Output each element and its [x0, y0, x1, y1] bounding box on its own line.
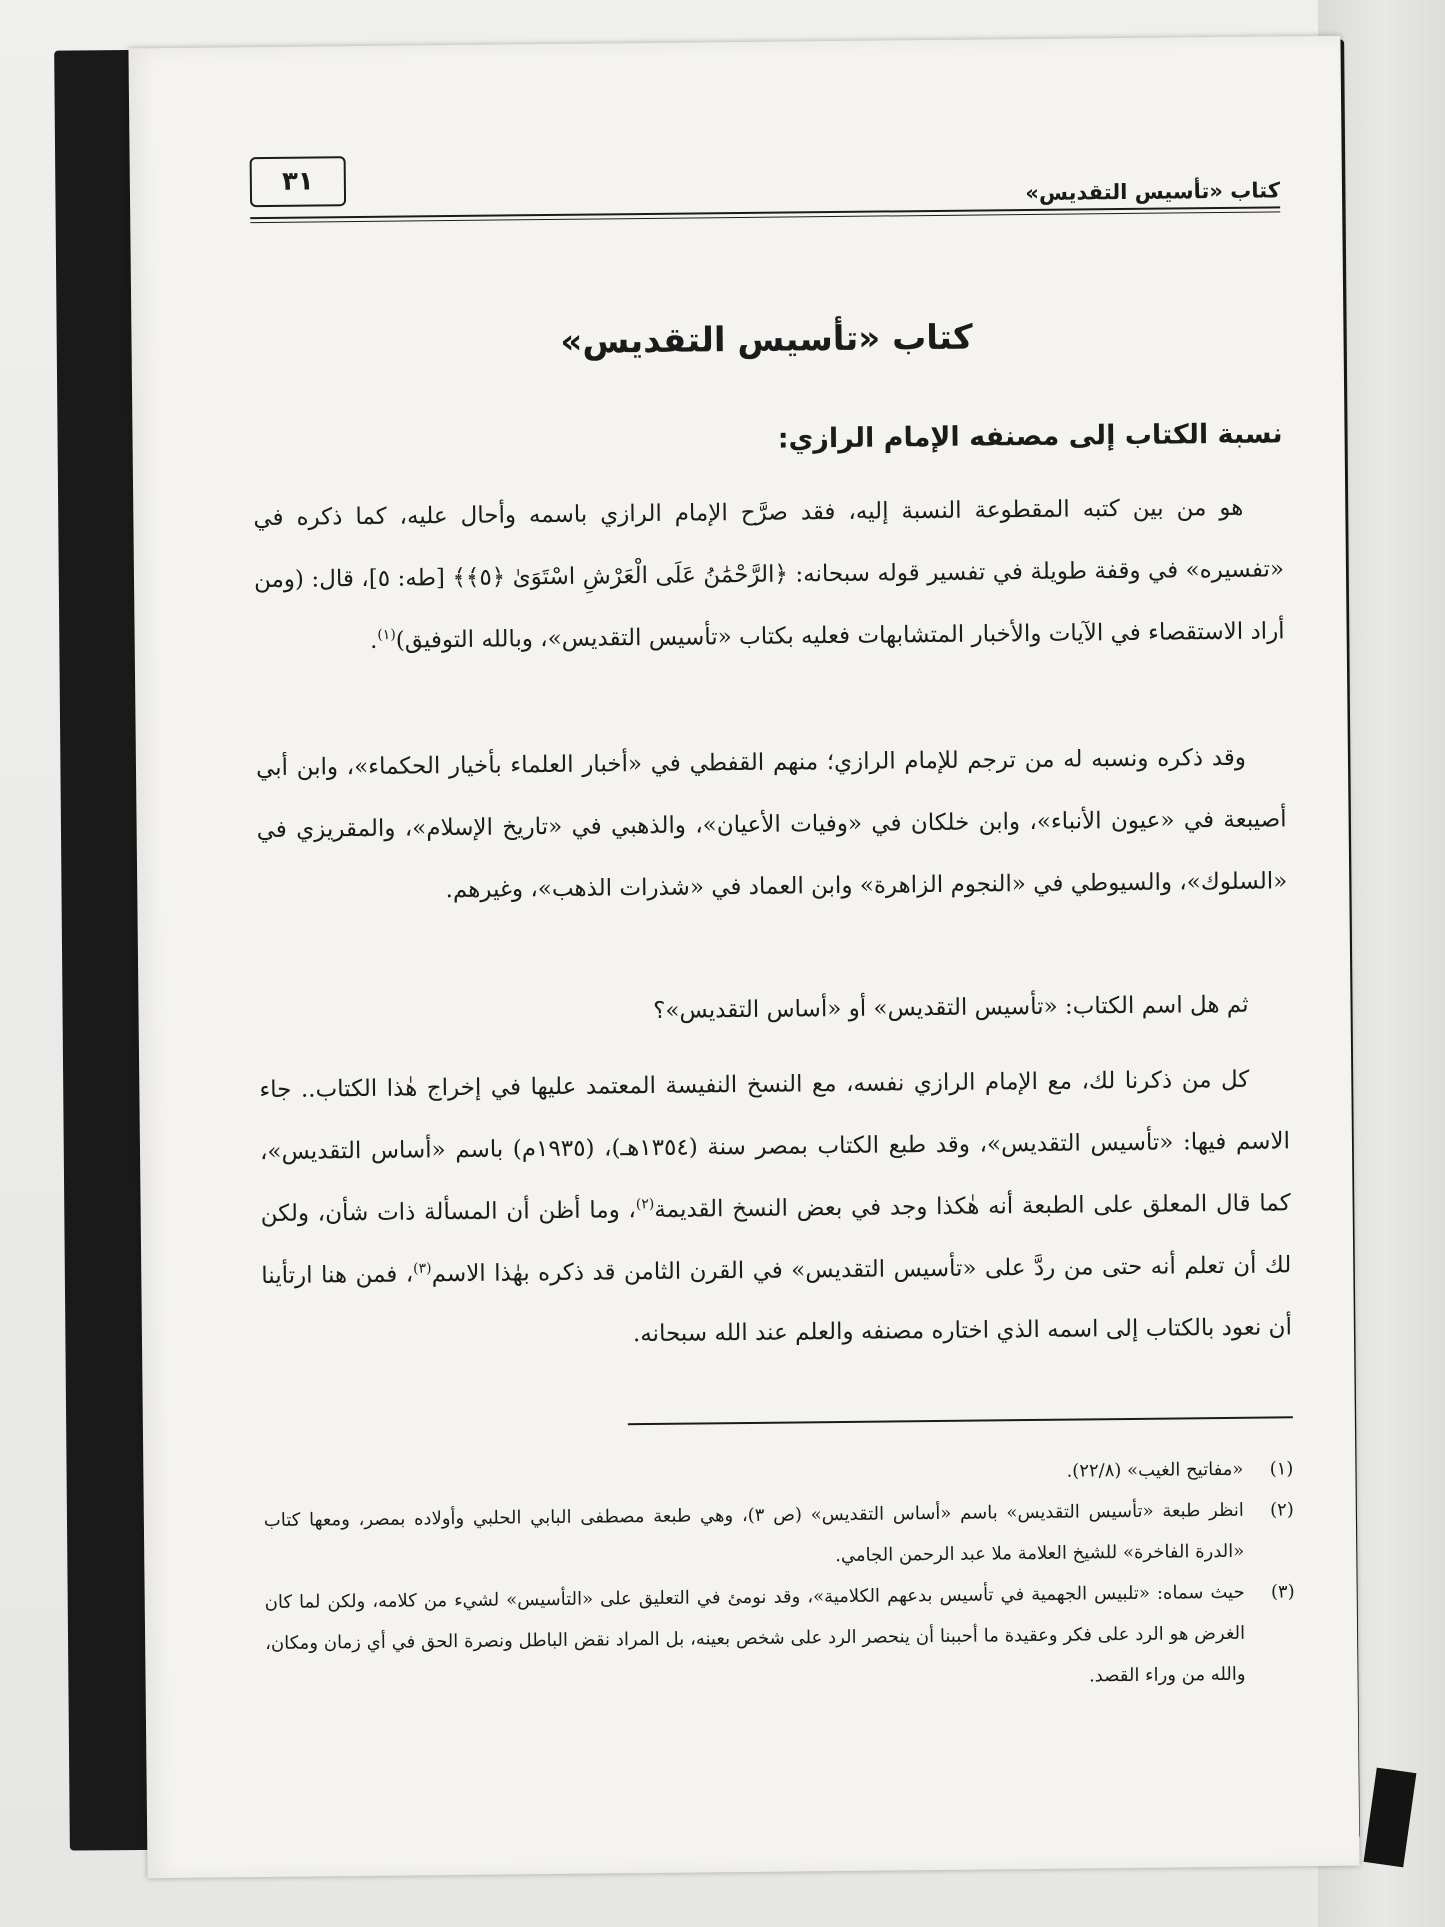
section-heading: نسبة الكتاب إلى مصنفه الإمام الرازي:	[777, 418, 1283, 455]
footnote-text: «مفاتيح الغيب» (٢٢/٨).	[1066, 1458, 1244, 1482]
footnote-text: حيث سماه: «تلبيس الجهمية في تأسيس بدعهم الكلامية»، وقد نومئ في التعليق على «التأسيس» لشيء من كلامه، ولكن لما كان الغرض هو الرد على فكر وعقيدة ما أحببنا أن ينحصر الرد على شخص بعينه، بل المراد نقض الباطل ونصرة الحق في أي زمان ومكان، والله من وراء القصد.	[264, 1581, 1246, 1687]
paragraph-biographers	[256, 726, 1288, 923]
header-rule	[250, 206, 1280, 223]
footnote-text: انظر طبعة «تأسيس التقديس» باسم «أساس التقديس» (ص ٣)، وهي طبعة مصطفى البابي الحلبي وأولاده بمصر، ومعها كتاب «الدرة الفاخرة» للشيخ العلامة ملا عبد الرحمن الجامي.	[263, 1499, 1245, 1567]
paragraph-text: ، وما أظن أن المسألة ذات شأن، ولكن لك أن تعلم أنه حتى من ردَّ على «تأسيس التقديس» في القرن الثامن قد ذكره بهٰذا الاسم	[260, 1197, 1292, 1288]
page-number-box: ٣١	[250, 156, 347, 207]
paragraph-question	[258, 973, 1289, 1046]
paragraph-title-discussion	[259, 1048, 1292, 1369]
running-head: كتاب «تأسيس التقديس»	[1025, 178, 1281, 206]
footnote-3	[265, 1571, 1296, 1705]
footnote-number: (٣)	[1270, 1581, 1295, 1603]
page-header	[250, 146, 1281, 227]
book-page	[128, 36, 1359, 1879]
page-content	[248, 36, 1297, 1877]
footnote-number: (٢)	[1269, 1499, 1294, 1521]
footnote-separator	[628, 1416, 1293, 1425]
paragraph-text: هو من بين كتبه المقطوعة النسبة إليه، فقد صرَّح الإمام الرازي باسمه وأحال عليه، كما ذكره في «تفسيره» في وقفة طويلة في تفسير قوله سبحانه: ﴿الرَّحْمَٰنُ عَلَى الْعَرْشِ اسْتَوَىٰ ﴿٥﴾﴾ [طه: ٥]، قال: (ومن أراد الاستقصاء في الآيات والأخبار المتشابهات فعليه بكتاب «تأسيس التقديس»، وبالله التوفيق)	[253, 494, 1285, 654]
footnote-number: (١)	[1269, 1458, 1294, 1480]
paragraph-end: .	[369, 627, 378, 654]
paragraph-text: ثم هل اسم الكتاب: «تأسيس التقديس» أو «أساس التقديس»؟	[653, 991, 1249, 1024]
footnote-2	[264, 1489, 1295, 1582]
paragraph-text: وقد ذكره ونسبه له من ترجم للإمام الرازي؛ منهم القفطي في «أخبار العلماء بأخيار الحكماء»، وابن أبي أصيبعة في «عيون الأنباء»، وابن خلكان في «وفيات الأعيان»، والذهبي في «تاريخ الإسلام»، والمقريزي في «السلوك»، والسيوطي في «النجوم الزاهرة» وابن العماد في «شذرات الذهب»، وغيرهم.	[255, 744, 1288, 904]
paragraph-text: ، فمن هنا ارتأينا أن نعود بالكتاب إلى اسمه الذي اختاره مصنفه والعلم عند الله سبحانه.	[261, 1261, 1293, 1348]
footnote-ref-1: (١)	[377, 626, 396, 644]
footnotes	[263, 1448, 1296, 1705]
footnote-ref-2: (٢)	[635, 1196, 655, 1213]
chapter-title: كتاب «تأسيس التقديس»	[560, 317, 973, 362]
footnote-ref-3: (٣)	[413, 1260, 432, 1277]
paragraph-text: كل من ذكرنا لك، مع الإمام الرازي نفسه، مع النسخ النفيسة المعتمد عليها في إخراج هٰذا الكتاب.. جاء الاسم فيها: «تأسيس التقديس»، وقد طبع الكتاب بمصر سنة (١٣٥٤هـ)، (١٩٣٥م) باسم «أساس التقديس»، كما قال المعلق على الطبعة أنه هٰكذا وجد في بعض النسخ القديمة	[259, 1066, 1291, 1223]
paragraph-attribution	[253, 476, 1285, 673]
